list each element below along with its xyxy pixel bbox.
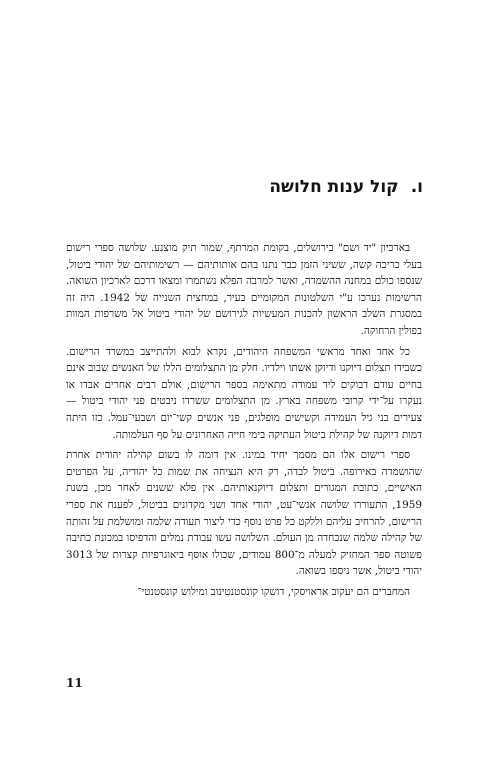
paragraph-3: ספרי רישום אלו הם מסמך יחיד במינו. אין דומה לו בשום קהילה יהודית אחרת שהושמדה באירופה. ביטול לבדה, רק היא הנציחה את שמות כל יהודיה, על הפרטים האישיים, כתובת המגורים ותצלום דיוקנאותיהם. אין פלא ששנים לאחר מכן, בשנת 1959, התעוררו שלושה אנשי־עט, יהודי אחד ושני מקדונים בביטול, לפענח את ספרי הרישום, להרחיב עליהם וללקט כל פרט נוסף כדי ליצור תעודה שלמה ומושלמת על זהותה של קהילה שלמה שנכחדה מן העולם. השלושה עשו עבודת נמלים והדפיסו במכונת כתיבה פשוטה ספר המחזיק למעלה מ־800 עמודים, שכולו אוסף ביאוגרפיות קצרות של 3013 יהודי ביטול, אשר ניספו בשואה.: [66, 449, 422, 578]
paragraph-2: כל אחד ואחד מראשי המשפחה היהודים, נקרא לבוא ולהתייצב במשרד הרישום. כשבידו תצלום דיוקנו ודיוקן אשתו וילדיו. חלק מן התצלומים הללו של האנשים שבוב אינם בחיים עודם דבוקים ליד עמודה מתאימה בספר הרישום, אולם רבים אחרים אבדו או נעקרו על־ידי קרובי משפחה בארץ. מן התצלומים ששרדו ניבטים פני יהודי ביטול — צעירים בני גיל העמידה וקשישים מופלגים, פני אנשים קשי־יום ושבעי־עמל. כזו היתה דמות דיוקנה של קהילת ביטול העתיקה בימי חייה האחרונים על סף העלמותה.: [66, 345, 422, 441]
chapter-heading: [63, 176, 423, 198]
chapter-title: קול ענות חלושה: [269, 177, 399, 197]
chapter-number: ו.: [410, 177, 423, 197]
paragraph-1: בארכיון "יד ושם" בירושלים, בקומת המרתף, שמור תיק מוצנע. שלושה ספרי רישום בעלי כריכה קשה, ששיני הזמן כבר נתנו בהם אותותיהם — רשימותיהם של יהודי ביטול, שנספו כולם במחנה ההשמדה, ואשר למרבה הפלא נשתמרו ומצאו דרכם לארכיון השואה. הרשימות נערכו ע"י השלטונות המקומיים בעיר, במחצית השנייה של 1942. היה זה במסגרת השלב הראשון להכנות המעשיות לגירושם של יהודי ביטול אל משרפות המוות בפולין הרחוקה.: [66, 242, 422, 337]
paragraph-4: המחברים הם יעקוב אראויסקי, דושקו קונסטנטינוב ומילוש קונסטנטי־: [137, 585, 410, 598]
body-text: [66, 240, 422, 600]
page-number: 11: [66, 676, 83, 690]
